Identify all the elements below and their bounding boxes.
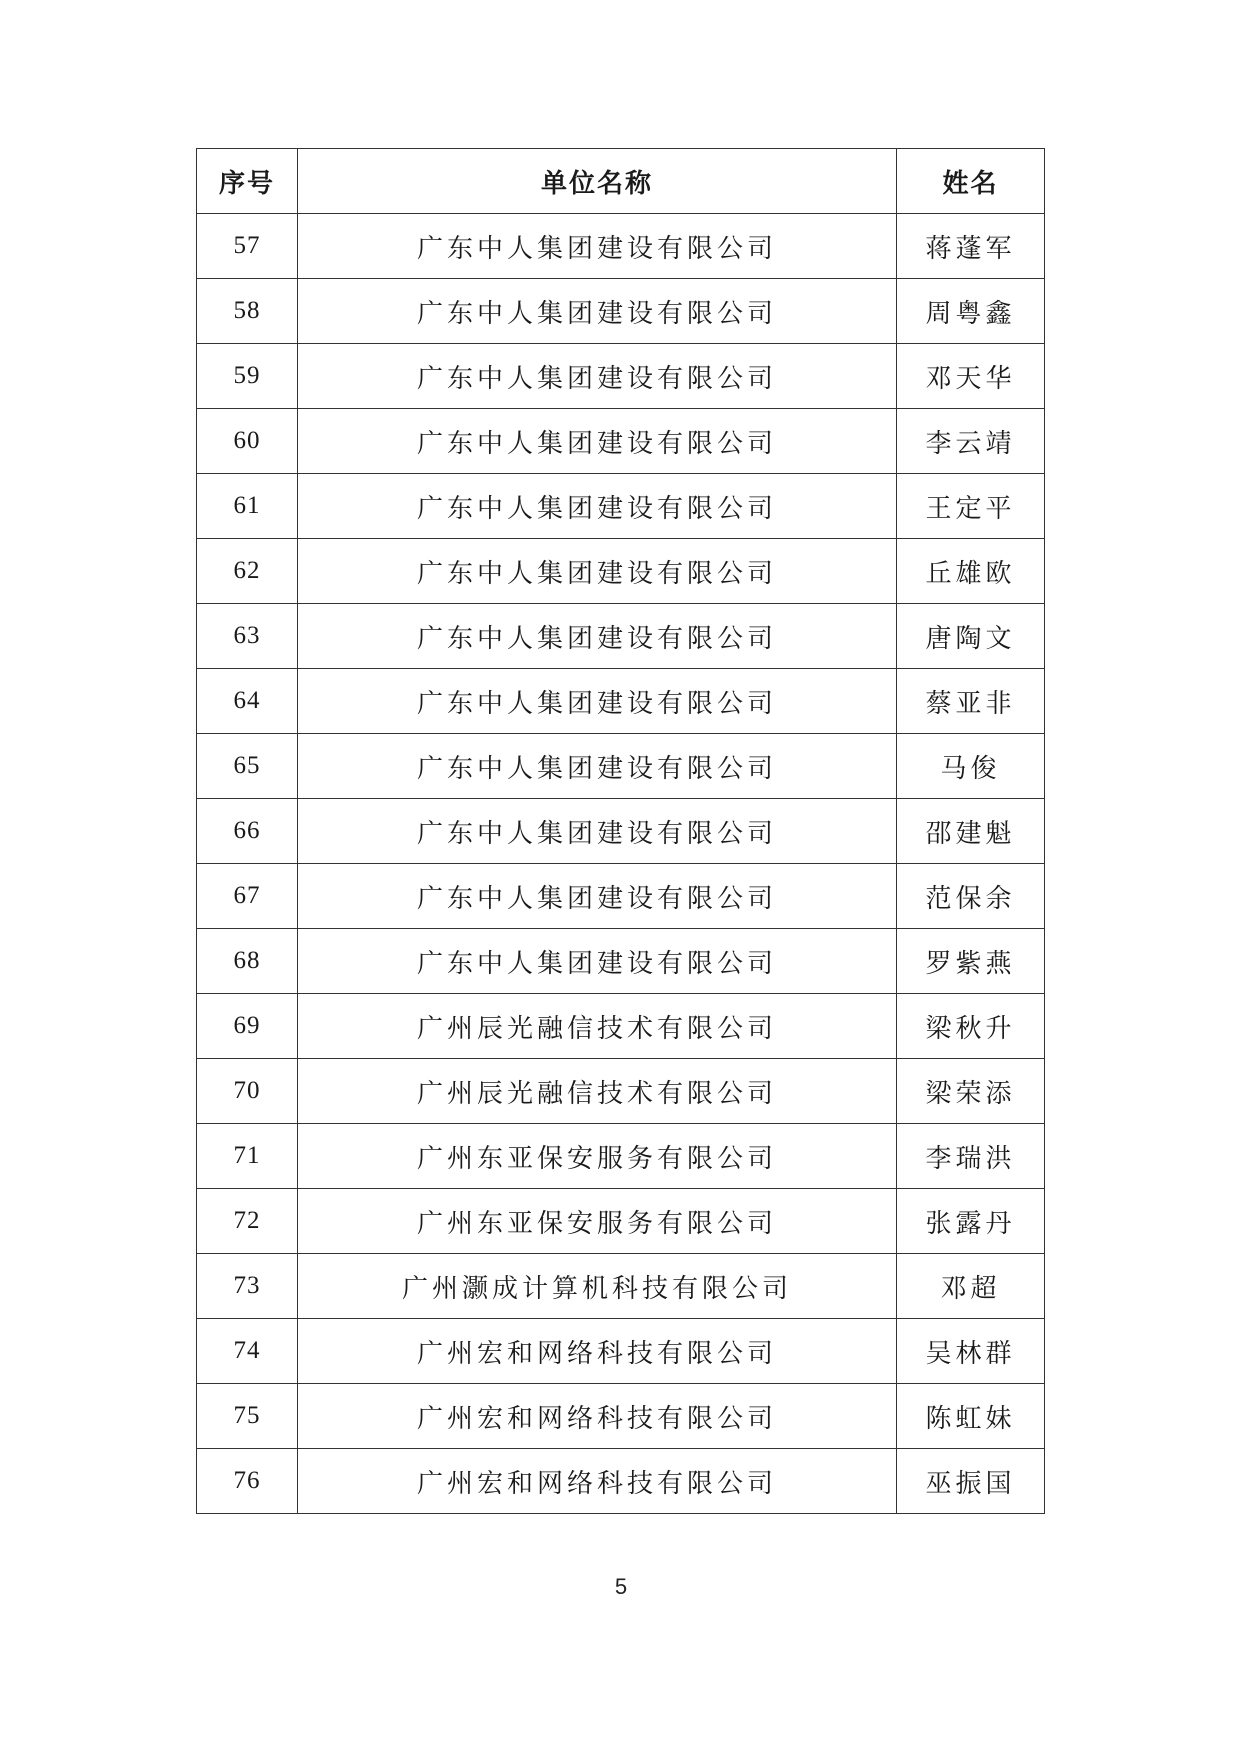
table-row	[197, 1449, 1045, 1514]
table-row	[197, 669, 1045, 734]
cell-unit-name: 广州东亚保安服务有限公司	[298, 1124, 897, 1189]
table-row	[197, 734, 1045, 799]
cell-serial-number: 61	[197, 474, 298, 539]
cell-unit-name: 广东中人集团建设有限公司	[298, 344, 897, 409]
cell-unit-name: 广东中人集团建设有限公司	[298, 214, 897, 279]
cell-unit-name: 广州宏和网络科技有限公司	[298, 1319, 897, 1384]
cell-unit-name: 广东中人集团建设有限公司	[298, 734, 897, 799]
cell-serial-number: 74	[197, 1319, 298, 1384]
page-number: 5	[614, 1574, 628, 1599]
table-row	[197, 474, 1045, 539]
table-row	[197, 1059, 1045, 1124]
cell-serial-number: 76	[197, 1449, 298, 1514]
cell-serial-number: 72	[197, 1189, 298, 1254]
table-row	[197, 1384, 1045, 1449]
cell-person-name: 范保余	[897, 864, 1045, 929]
cell-serial-number: 66	[197, 799, 298, 864]
cell-person-name: 邓天华	[897, 344, 1045, 409]
cell-serial-number: 63	[197, 604, 298, 669]
table-body	[197, 214, 1045, 1514]
cell-unit-name: 广州辰光融信技术有限公司	[298, 1059, 897, 1124]
cell-serial-number: 57	[197, 214, 298, 279]
cell-unit-name: 广州辰光融信技术有限公司	[298, 994, 897, 1059]
cell-serial-number: 67	[197, 864, 298, 929]
cell-serial-number: 65	[197, 734, 298, 799]
table-row	[197, 279, 1045, 344]
cell-person-name: 丘雄欧	[897, 539, 1045, 604]
table-row	[197, 864, 1045, 929]
table-row	[197, 1319, 1045, 1384]
cell-person-name: 唐陶文	[897, 604, 1045, 669]
cell-person-name: 张露丹	[897, 1189, 1045, 1254]
table-header-row	[197, 149, 1045, 214]
table-row	[197, 409, 1045, 474]
cell-unit-name: 广东中人集团建设有限公司	[298, 929, 897, 994]
cell-person-name: 李瑞洪	[897, 1124, 1045, 1189]
cell-serial-number: 58	[197, 279, 298, 344]
cell-serial-number: 62	[197, 539, 298, 604]
cell-person-name: 邓超	[897, 1254, 1045, 1319]
header-person-name: 姓名	[897, 149, 1045, 214]
cell-person-name: 马俊	[897, 734, 1045, 799]
cell-person-name: 蒋蓬军	[897, 214, 1045, 279]
cell-person-name: 王定平	[897, 474, 1045, 539]
roster-sheet	[196, 148, 1044, 1514]
cell-unit-name: 广州东亚保安服务有限公司	[298, 1189, 897, 1254]
cell-unit-name: 广东中人集团建设有限公司	[298, 604, 897, 669]
table-row	[197, 929, 1045, 994]
cell-unit-name: 广州宏和网络科技有限公司	[298, 1449, 897, 1514]
table-row	[197, 1254, 1045, 1319]
cell-person-name: 陈虹妹	[897, 1384, 1045, 1449]
cell-person-name: 邵建魁	[897, 799, 1045, 864]
cell-unit-name: 广州宏和网络科技有限公司	[298, 1384, 897, 1449]
table-row	[197, 539, 1045, 604]
cell-unit-name: 广州灏成计算机科技有限公司	[298, 1254, 897, 1319]
cell-serial-number: 73	[197, 1254, 298, 1319]
cell-unit-name: 广东中人集团建设有限公司	[298, 669, 897, 734]
cell-unit-name: 广东中人集团建设有限公司	[298, 799, 897, 864]
header-unit-name: 单位名称	[298, 149, 897, 214]
cell-person-name: 梁荣添	[897, 1059, 1045, 1124]
cell-unit-name: 广东中人集团建设有限公司	[298, 864, 897, 929]
table-row	[197, 1189, 1045, 1254]
cell-person-name: 巫振国	[897, 1449, 1045, 1514]
cell-unit-name: 广东中人集团建设有限公司	[298, 474, 897, 539]
table-row	[197, 604, 1045, 669]
cell-serial-number: 71	[197, 1124, 298, 1189]
cell-serial-number: 68	[197, 929, 298, 994]
cell-person-name: 吴林群	[897, 1319, 1045, 1384]
cell-unit-name: 广东中人集团建设有限公司	[298, 409, 897, 474]
cell-person-name: 罗紫燕	[897, 929, 1045, 994]
cell-serial-number: 70	[197, 1059, 298, 1124]
cell-serial-number: 69	[197, 994, 298, 1059]
cell-unit-name: 广东中人集团建设有限公司	[298, 279, 897, 344]
cell-serial-number: 60	[197, 409, 298, 474]
table-row	[197, 994, 1045, 1059]
roster-table	[196, 148, 1045, 1514]
cell-person-name: 李云靖	[897, 409, 1045, 474]
cell-serial-number: 64	[197, 669, 298, 734]
cell-serial-number: 75	[197, 1384, 298, 1449]
table-row	[197, 214, 1045, 279]
table-row	[197, 1124, 1045, 1189]
cell-serial-number: 59	[197, 344, 298, 409]
table-row	[197, 799, 1045, 864]
cell-unit-name: 广东中人集团建设有限公司	[298, 539, 897, 604]
header-serial-number: 序号	[197, 149, 298, 214]
table-row	[197, 344, 1045, 409]
cell-person-name: 周粤鑫	[897, 279, 1045, 344]
cell-person-name: 梁秋升	[897, 994, 1045, 1059]
cell-person-name: 蔡亚非	[897, 669, 1045, 734]
